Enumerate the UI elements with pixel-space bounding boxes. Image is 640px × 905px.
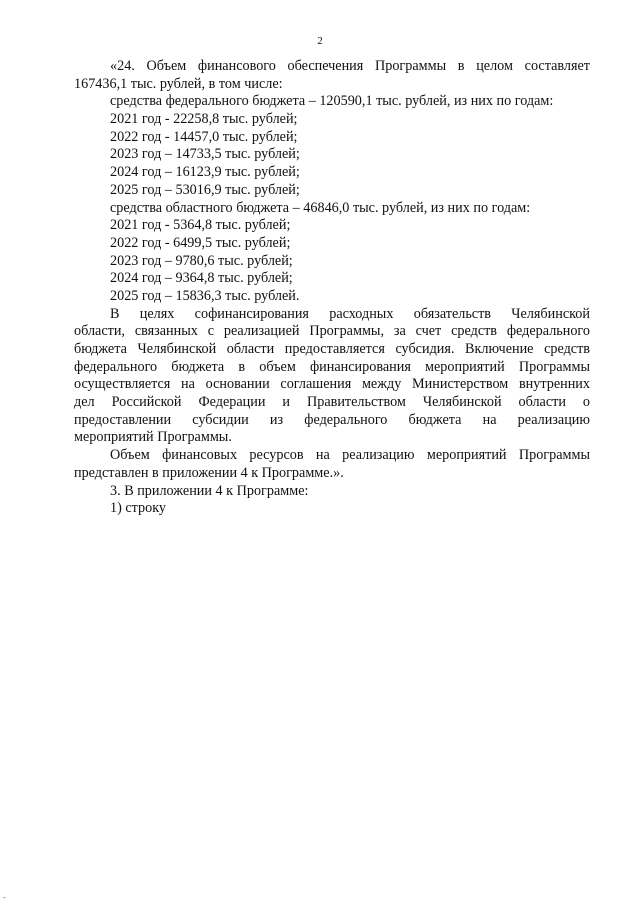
- cofinancing-line-3: бюджета Челябинской области предоставляется субсидия. Включение средств: [74, 341, 590, 357]
- document-body: [74, 58, 590, 518]
- page-number: 2: [317, 35, 323, 47]
- paragraph-24-line-2: 167436,1 тыс. рублей, в том числе:: [74, 75, 283, 92]
- cofinancing-line-6: дел Российской Федерации и Правительством Челябинской области о: [74, 394, 590, 411]
- cofinancing-line-1: В целях софинансирования расходных обязательств Челябинской: [110, 305, 590, 322]
- regional-2021-line: 2021 год - 5364,8 тыс. рублей;: [110, 217, 291, 234]
- corner-mark: -: [3, 893, 6, 902]
- federal-2025-line: 2025 год – 53016,9 тыс. рублей;: [110, 181, 300, 198]
- regional-2025-line: 2025 год – 15836,3 тыс. рублей.: [110, 287, 300, 304]
- regional-2024-line: 2024 год – 9364,8 тыс. рублей;: [110, 270, 293, 287]
- cofinancing-line-7: предоставлении субсидии из федерального бюджета на реализацию: [74, 411, 590, 428]
- cofinancing-line-8: мероприятий Программы.: [74, 429, 232, 446]
- federal-2023-line: 2023 год – 14733,5 тыс. рублей;: [110, 146, 300, 163]
- regional-2022-line: 2022 год - 6499,5 тыс. рублей;: [110, 234, 291, 251]
- row-item-line: 1) строку: [110, 500, 167, 517]
- federal-2024-line: 2024 год – 16123,9 тыс. рублей;: [110, 164, 300, 181]
- federal-2022-line: 2022 год - 14457,0 тыс. рублей;: [110, 128, 298, 145]
- federal-budget-line: средства федерального бюджета – 120590,1 тыс. рублей, из них по годам:: [110, 93, 554, 110]
- paragraph-24-line-1: «24. Объем финансового обеспечения Программы в целом составляет: [110, 58, 590, 74]
- regional-2023-line: 2023 год – 9780,6 тыс. рублей;: [110, 252, 293, 269]
- cofinancing-line-4: федерального бюджета в объем финансирования мероприятий Программы: [74, 358, 590, 375]
- regional-budget-line: средства областного бюджета – 46846,0 тыс. рублей, из них по годам:: [110, 199, 531, 216]
- resources-line-1: Объем финансовых ресурсов на реализацию мероприятий Программы: [110, 447, 590, 464]
- federal-2021-line: 2021 год - 22258,8 тыс. рублей;: [110, 111, 298, 128]
- appendix-4-line: 3. В приложении 4 к Программе:: [110, 482, 309, 499]
- cofinancing-line-2: области, связанных с реализацией Программы, за счет средств федерального: [74, 323, 590, 340]
- cofinancing-line-5: осуществляется на основании соглашения между Министерством внутренних: [74, 376, 590, 393]
- resources-line-2: представлен в приложении 4 к Программе.».: [74, 464, 344, 481]
